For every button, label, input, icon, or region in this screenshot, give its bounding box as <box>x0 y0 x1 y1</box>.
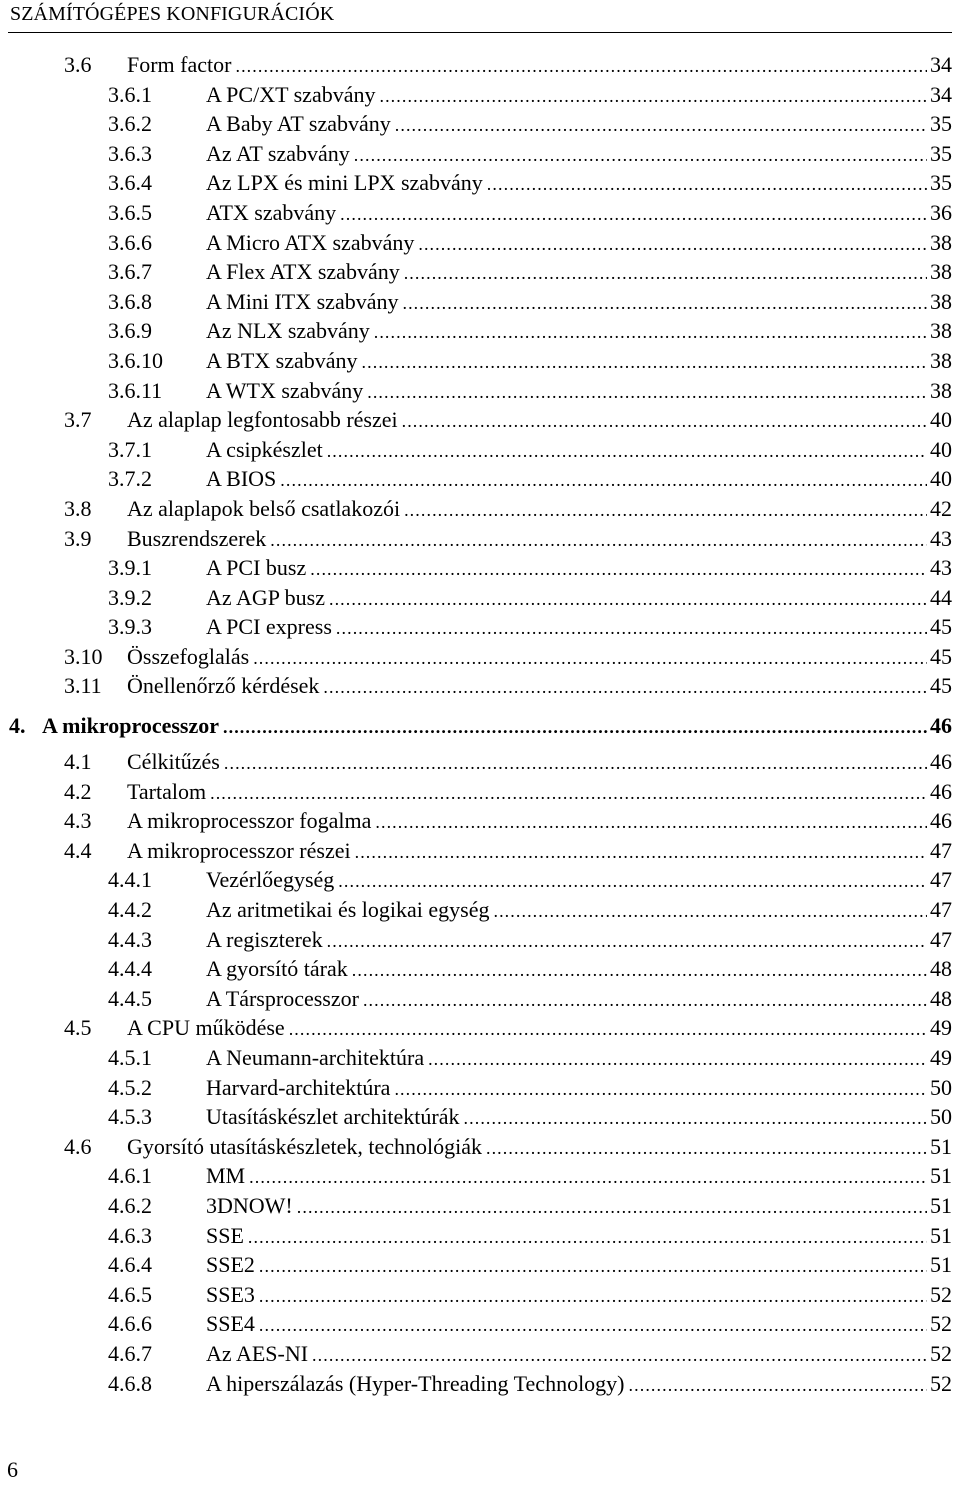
toc-entry-line <box>127 1132 952 1164</box>
toc-entry-line <box>206 257 952 289</box>
toc-entry-title: Gyorsító utasításkészletek, technológiák <box>127 1132 486 1162</box>
toc-dot-leader <box>464 1104 927 1134</box>
toc-entry-number: 3.6.7 <box>108 259 152 285</box>
toc-entry-page: 35 <box>927 139 952 169</box>
toc-entry-line <box>206 1043 952 1075</box>
toc-entry[interactable] <box>0 1013 960 1043</box>
toc-dot-leader <box>327 927 927 957</box>
toc-dot-leader <box>493 897 927 927</box>
toc-entry-page: 48 <box>927 954 952 984</box>
toc-entry-line <box>206 464 952 496</box>
toc-entry-page: 51 <box>927 1132 952 1162</box>
toc-entry-title: A PCI busz <box>206 553 310 583</box>
toc-entry-line <box>206 198 952 230</box>
toc-entry-number: 3.9 <box>64 525 92 551</box>
toc-entry-title: A csipkészlet <box>206 435 327 465</box>
toc-dot-leader <box>327 437 927 467</box>
toc-entry-line <box>206 1161 952 1193</box>
toc-entry-number: 4.5.3 <box>108 1104 152 1130</box>
toc-entry-number: 4.4.5 <box>108 985 152 1011</box>
toc-entry[interactable] <box>0 925 960 955</box>
toc-entry-page: 36 <box>927 198 952 228</box>
toc-entry-number: 3.6.1 <box>108 81 152 107</box>
toc-entry[interactable] <box>0 954 960 984</box>
toc-dot-leader <box>259 1252 927 1282</box>
toc-dot-leader <box>338 867 927 897</box>
toc-entry-page: 45 <box>927 642 952 672</box>
toc-entry[interactable] <box>0 836 960 866</box>
toc-entry-title: A Társprocesszor <box>206 984 363 1014</box>
toc-entry-page: 43 <box>927 553 952 583</box>
toc-dot-leader <box>224 749 927 779</box>
toc-entry-title: A PC/XT szabvány <box>206 80 379 110</box>
toc-dot-leader <box>374 318 927 348</box>
toc-entry-line <box>127 642 952 674</box>
toc-entry[interactable] <box>0 1191 960 1221</box>
toc-entry-number: 4.6.8 <box>108 1370 152 1396</box>
toc-entry-title: A mikroprocesszor <box>42 705 223 747</box>
toc-entry[interactable] <box>0 1250 960 1280</box>
toc-entry-line <box>127 50 952 82</box>
toc-entry-line <box>206 1102 952 1134</box>
toc-entry[interactable] <box>0 139 960 169</box>
toc-entry-number: 3.7.2 <box>108 466 152 492</box>
toc-entry-title: A WTX szabvány <box>206 376 367 406</box>
toc-entry-page: 40 <box>927 435 952 465</box>
toc-entry-line <box>127 524 952 556</box>
toc-dot-leader <box>375 808 927 838</box>
toc-entry-page: 51 <box>927 1250 952 1280</box>
toc-entry-line <box>127 836 952 868</box>
toc-dot-leader <box>394 1075 927 1105</box>
toc-entry-number: 3.9.1 <box>108 555 152 581</box>
toc-entry[interactable] <box>0 1073 960 1103</box>
toc-entry[interactable] <box>0 583 960 613</box>
toc-dot-leader <box>395 111 927 141</box>
toc-entry-number: 4.6.2 <box>108 1192 152 1218</box>
toc-entry-line <box>206 925 952 957</box>
toc-entry-title: Az alaplapok belső csatlakozói <box>127 494 404 524</box>
toc-entry-page: 52 <box>927 1309 952 1339</box>
toc-entry-title: Az AGP busz <box>206 583 329 613</box>
toc-entry-title: A Micro ATX szabvány <box>206 228 418 258</box>
toc-entry-line <box>127 806 952 838</box>
toc-entry[interactable] <box>0 316 960 346</box>
toc-entry-number: 3.6.4 <box>108 170 152 196</box>
toc-dot-leader <box>248 1223 927 1253</box>
toc-entry-title: A Neumann-architektúra <box>206 1043 428 1073</box>
toc-dot-leader <box>486 1134 927 1164</box>
toc-entry-line <box>206 316 952 348</box>
toc-entry-title: Az LPX és mini LPX szabvány <box>206 168 487 198</box>
toc-entry-line <box>206 1250 952 1282</box>
toc-dot-leader <box>487 170 927 200</box>
toc-entry-page: 34 <box>927 80 952 110</box>
toc-entry[interactable] <box>0 524 960 554</box>
toc-entry-number: 4.1 <box>64 749 92 775</box>
toc-entry-page: 47 <box>927 865 952 895</box>
toc-entry-page: 52 <box>927 1339 952 1369</box>
toc-entry-number: 4.6.6 <box>108 1311 152 1337</box>
toc-entry[interactable] <box>0 671 960 701</box>
toc-entry-line <box>42 705 952 748</box>
toc-entry-title: A CPU működése <box>127 1013 289 1043</box>
toc-entry-line <box>206 612 952 644</box>
toc-entry[interactable] <box>0 50 960 80</box>
toc-entry-number: 3.6.10 <box>108 347 163 373</box>
toc-entry[interactable] <box>0 228 960 258</box>
toc-entry[interactable] <box>0 80 960 110</box>
toc-entry-title: 3DNOW! <box>206 1191 297 1221</box>
toc-dot-leader <box>379 82 927 112</box>
toc-entry-title: SSE4 <box>206 1309 259 1339</box>
toc-entry[interactable] <box>0 1161 960 1191</box>
toc-entry-title: Harvard-architektúra <box>206 1073 394 1103</box>
toc-entry-number: 4.6 <box>64 1133 92 1159</box>
toc-entry-title: Az AT szabvány <box>206 139 354 169</box>
toc-entry-number: 3.7 <box>64 407 92 433</box>
toc-dot-leader <box>336 614 927 644</box>
toc-entry-title: MM <box>206 1161 249 1191</box>
toc-entry-page: 51 <box>927 1221 952 1251</box>
toc-entry-title: A BTX szabvány <box>206 346 362 376</box>
toc-entry-title: Összefoglalás <box>127 642 253 672</box>
toc-entry-number: 4.6.7 <box>108 1340 152 1366</box>
toc-entry-title: SSE3 <box>206 1280 259 1310</box>
toc-entry-line <box>127 777 952 809</box>
toc-entry-number: 3.10 <box>64 643 103 669</box>
toc-entry-line <box>206 895 952 927</box>
toc-entry-line <box>127 747 952 779</box>
toc-entry-page: 34 <box>927 50 952 80</box>
toc-dot-leader <box>312 1341 927 1371</box>
toc-entry-title: Célkitűzés <box>127 747 224 777</box>
toc-entry[interactable] <box>0 376 960 406</box>
toc-entry-number: 4.4.2 <box>108 897 152 923</box>
toc-dot-leader <box>629 1371 927 1401</box>
toc-entry-number: 3.6.11 <box>108 377 163 403</box>
toc-entry[interactable] <box>0 1221 960 1251</box>
toc-entry-number: 4.4 <box>64 837 92 863</box>
toc-entry-number: 3.6.6 <box>108 229 152 255</box>
toc-entry-line <box>206 376 952 408</box>
toc-entry-title: Önellenőrző kérdések <box>127 671 323 701</box>
toc-entry-line <box>206 1369 952 1401</box>
toc-entry-line <box>206 1280 952 1312</box>
toc-entry[interactable] <box>0 1132 960 1162</box>
toc-entry-title: A Mini ITX szabvány <box>206 287 402 317</box>
toc-entry-title: A Baby AT szabvány <box>206 109 395 139</box>
page-number: 6 <box>7 1457 18 1482</box>
toc-entry-page: 49 <box>927 1043 952 1073</box>
toc-entry-line <box>127 671 952 703</box>
toc-entry-line <box>206 168 952 200</box>
toc-entry-page: 52 <box>927 1369 952 1399</box>
toc-entry[interactable] <box>0 1043 960 1073</box>
toc-entry-page: 46 <box>927 777 952 807</box>
toc-entry-number: 4.6.1 <box>108 1163 152 1189</box>
toc-entry[interactable] <box>0 642 960 672</box>
toc-entry-title: Tartalom <box>127 777 210 807</box>
toc-entry-page: 44 <box>927 583 952 613</box>
toc-entry-title: Az NLX szabvány <box>206 316 374 346</box>
toc-entry-number: 3.6.5 <box>108 199 152 225</box>
toc-entry-page: 48 <box>927 984 952 1014</box>
toc-entry-line <box>206 346 952 378</box>
toc-entry[interactable] <box>0 1309 960 1339</box>
toc-entry-title: Az alaplap legfontosabb részei <box>127 405 402 435</box>
toc-entry[interactable] <box>0 777 960 807</box>
toc-entry-number: 4.4.4 <box>108 956 152 982</box>
toc-entry-number: 4.3 <box>64 808 92 834</box>
toc-dot-leader <box>270 526 927 556</box>
toc-entry[interactable] <box>0 435 960 465</box>
toc-dot-leader <box>210 779 927 809</box>
toc-entry-title: ATX szabvány <box>206 198 340 228</box>
toc-entry-number: 4.6.4 <box>108 1252 152 1278</box>
toc-entry-line <box>206 1309 952 1341</box>
toc-entry[interactable] <box>0 806 960 836</box>
toc-entry-title: A regiszterek <box>206 925 327 955</box>
toc-entry[interactable] <box>0 464 960 494</box>
toc-entry-page: 38 <box>927 228 952 258</box>
toc-entry-line <box>206 139 952 171</box>
toc-entry-number: 4.6.5 <box>108 1281 152 1307</box>
toc-entry-page: 47 <box>927 836 952 866</box>
toc-dot-leader <box>289 1015 927 1045</box>
toc-dot-leader <box>280 466 927 496</box>
toc-entry-page: 47 <box>927 895 952 925</box>
toc-entry-page: 40 <box>927 464 952 494</box>
toc-entry[interactable] <box>0 984 960 1014</box>
toc-entry-page: 35 <box>927 109 952 139</box>
running-header <box>8 0 952 33</box>
toc-entry-number: 4.2 <box>64 778 92 804</box>
toc-entry-page: 45 <box>927 612 952 642</box>
toc-entry[interactable] <box>0 346 960 376</box>
toc-entry-title: Form factor <box>127 50 235 80</box>
toc-entry-page: 38 <box>927 287 952 317</box>
toc-entry[interactable] <box>0 109 960 139</box>
toc-dot-leader <box>402 407 927 437</box>
toc-entry-number: 3.6 <box>64 52 92 77</box>
toc-entry[interactable] <box>0 405 960 435</box>
toc-entry-page: 35 <box>927 168 952 198</box>
toc-entry-line <box>206 80 952 112</box>
toc-dot-leader <box>340 200 927 230</box>
toc-entry-line <box>206 435 952 467</box>
toc-entry-title: A mikroprocesszor fogalma <box>127 806 375 836</box>
toc-dot-leader <box>355 838 927 868</box>
toc-entry[interactable] <box>0 257 960 287</box>
toc-entry[interactable] <box>0 1102 960 1132</box>
toc-dot-leader <box>329 585 927 615</box>
toc-entry-page: 46 <box>927 806 952 836</box>
toc-dot-leader <box>428 1045 927 1075</box>
toc-dot-leader <box>352 956 927 986</box>
toc-entry-page: 45 <box>927 671 952 701</box>
toc-entry-line <box>206 287 952 319</box>
header-title: SZÁMÍTÓGÉPES KONFIGURÁCIÓK <box>10 3 335 25</box>
toc-entry-number: 3.11 <box>64 673 102 699</box>
toc-entry-title: A BIOS <box>206 464 280 494</box>
toc-dot-leader <box>404 496 927 526</box>
toc-entry-line <box>206 553 952 585</box>
toc-entry-number: 4. <box>9 713 26 739</box>
toc-dot-leader <box>249 1163 927 1193</box>
toc-dot-leader <box>259 1311 927 1341</box>
toc-entry-page: 38 <box>927 257 952 287</box>
toc-entry-title: A mikroprocesszor részei <box>127 836 355 866</box>
toc-entry-line <box>206 228 952 260</box>
toc-entry[interactable] <box>0 168 960 198</box>
toc-dot-leader <box>253 644 927 674</box>
toc-entry-page: 51 <box>927 1191 952 1221</box>
toc-entry-line <box>127 405 952 437</box>
toc-entry-title: SSE <box>206 1221 248 1251</box>
toc-entry-line <box>206 984 952 1016</box>
toc-entry-page: 47 <box>927 925 952 955</box>
toc-entry[interactable] <box>0 612 960 642</box>
toc-entry-page: 52 <box>927 1280 952 1310</box>
toc-dot-leader <box>367 378 927 408</box>
toc-dot-leader <box>323 673 927 703</box>
toc-entry[interactable] <box>0 1369 960 1399</box>
toc-entry-title: SSE2 <box>206 1250 259 1280</box>
toc-entry-line <box>206 1339 952 1371</box>
toc-entry[interactable] <box>0 553 960 583</box>
toc-entry-line <box>206 1073 952 1105</box>
toc-entry-page: 42 <box>927 494 952 524</box>
toc-entry[interactable] <box>0 747 960 777</box>
toc-entry-title: A PCI express <box>206 612 336 642</box>
toc-entry[interactable] <box>0 287 960 317</box>
toc-entry-title: Utasításkészlet architektúrák <box>206 1102 464 1132</box>
toc-entry[interactable] <box>0 198 960 228</box>
toc-dot-leader <box>354 141 927 171</box>
toc-entry-line <box>206 1221 952 1253</box>
toc-dot-leader <box>362 348 927 378</box>
toc-entry-line <box>206 1191 952 1223</box>
toc-entry-page: 50 <box>927 1102 952 1132</box>
toc-dot-leader <box>223 706 927 748</box>
toc-entry-line <box>206 954 952 986</box>
toc-entry-line <box>206 865 952 897</box>
toc-dot-leader <box>297 1193 927 1223</box>
toc-entry-number: 4.4.1 <box>108 867 152 893</box>
toc-entry-page: 43 <box>927 524 952 554</box>
toc-entry-number: 3.9.2 <box>108 584 152 610</box>
toc-entry-title: A hiperszálazás (Hyper-Threading Technology) <box>206 1369 629 1399</box>
toc-entry[interactable] <box>0 494 960 524</box>
table-of-contents <box>0 50 960 1398</box>
toc-entry-number: 3.8 <box>64 495 92 521</box>
toc-entry-title: A Flex ATX szabvány <box>206 257 404 287</box>
toc-entry-number: 4.5.1 <box>108 1045 152 1070</box>
toc-entry-number: 3.6.9 <box>108 318 152 344</box>
toc-entry-line <box>127 494 952 526</box>
toc-entry-title: Az aritmetikai és logikai egység <box>206 895 493 925</box>
toc-entry-number: 3.6.2 <box>108 111 152 137</box>
toc-entry-page: 50 <box>927 1073 952 1103</box>
toc-entry-page: 49 <box>927 1013 952 1043</box>
toc-entry-number: 3.6.8 <box>108 288 152 314</box>
toc-entry-page: 46 <box>927 705 952 747</box>
toc-entry-number: 4.5.2 <box>108 1074 152 1100</box>
toc-entry[interactable] <box>0 865 960 895</box>
toc-dot-leader <box>402 289 927 319</box>
toc-entry-title: Az AES-NI <box>206 1339 312 1369</box>
toc-entry-page: 38 <box>927 346 952 376</box>
toc-entry[interactable] <box>0 1280 960 1310</box>
toc-dot-leader <box>310 555 927 585</box>
toc-entry-number: 3.6.3 <box>108 140 152 166</box>
toc-entry-number: 4.5 <box>64 1015 92 1041</box>
toc-entry-line <box>127 1013 952 1045</box>
toc-dot-leader <box>363 986 927 1016</box>
toc-dot-leader <box>418 230 927 260</box>
toc-entry-title: Vezérlőegység <box>206 865 338 895</box>
toc-entry-number: 4.6.3 <box>108 1222 152 1248</box>
toc-entry[interactable] <box>0 895 960 925</box>
toc-entry-page: 38 <box>927 376 952 406</box>
toc-entry-page: 51 <box>927 1161 952 1191</box>
toc-dot-leader <box>404 259 927 289</box>
toc-entry-number: 4.4.3 <box>108 926 152 952</box>
toc-entry[interactable] <box>0 705 960 747</box>
toc-entry[interactable] <box>0 1339 960 1369</box>
toc-entry-title: A gyorsító tárak <box>206 954 352 984</box>
toc-entry-page: 40 <box>927 405 952 435</box>
toc-entry-title: Buszrendszerek <box>127 524 270 554</box>
toc-entry-line <box>206 109 952 141</box>
toc-entry-page: 46 <box>927 747 952 777</box>
toc-entry-number: 3.7.1 <box>108 436 152 462</box>
toc-entry-page: 38 <box>927 316 952 346</box>
toc-dot-leader <box>235 52 927 82</box>
toc-entry-number: 3.9.3 <box>108 614 152 640</box>
toc-entry-line <box>206 583 952 615</box>
toc-dot-leader <box>259 1282 927 1312</box>
